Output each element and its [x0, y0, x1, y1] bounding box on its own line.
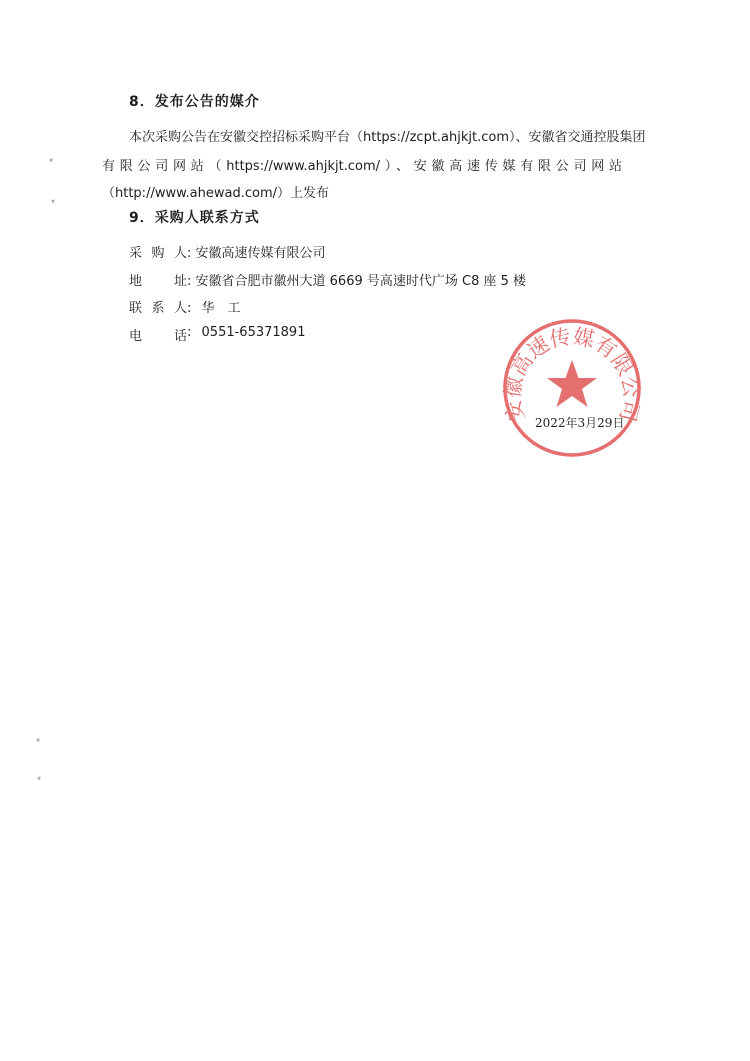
section-8-paragraph-line-1: 本次采购公告在安徽交控招标采购平台（https://zcpt.ahjkjt.com）、安徽省交通控股集团 — [129, 130, 646, 145]
company-seal-stamp — [500, 316, 644, 460]
contact-value-contact-person: 华 工 — [201, 301, 241, 316]
contact-colon: : — [187, 301, 192, 316]
contact-value-address: 安徽省合肥市徽州大道 6669 号高速时代广场 C8 座 5 楼 — [195, 274, 527, 289]
margin-mark: # — [51, 199, 56, 205]
section-8-paragraph-line-2: 有限公司网站（https://www.ahjkjt.com/）、安徽高速传媒有限公司网站 — [102, 159, 622, 174]
contact-label-purchaser: 采购人 — [129, 246, 187, 261]
margin-mark: # — [49, 158, 54, 164]
section-9-heading: 9．采购人联系方式 — [129, 210, 260, 226]
seal-date: 2022年3月29日 — [535, 416, 625, 430]
seal-org-name: 安徽高速传媒有限公司 — [500, 324, 644, 424]
contact-colon: : — [187, 246, 192, 261]
section-8-heading: 8．发布公告的媒介 — [129, 94, 260, 110]
seal-star-icon — [547, 360, 597, 407]
margin-mark: # — [37, 776, 42, 782]
contact-label-address: 地址 — [129, 274, 187, 289]
margin-mark: # — [36, 738, 41, 744]
contact-label-phone: 电话 — [129, 329, 187, 344]
section-8-paragraph-line-3: （http://www.ahewad.com/）上发布 — [102, 186, 329, 201]
contact-value-purchaser: 安徽高速传媒有限公司 — [195, 246, 326, 261]
contact-value-phone: 0551-65371891 — [201, 325, 306, 340]
contact-colon: : — [187, 325, 192, 340]
contact-colon: : — [187, 274, 192, 289]
contact-label-contact-person: 联系人 — [129, 301, 187, 316]
